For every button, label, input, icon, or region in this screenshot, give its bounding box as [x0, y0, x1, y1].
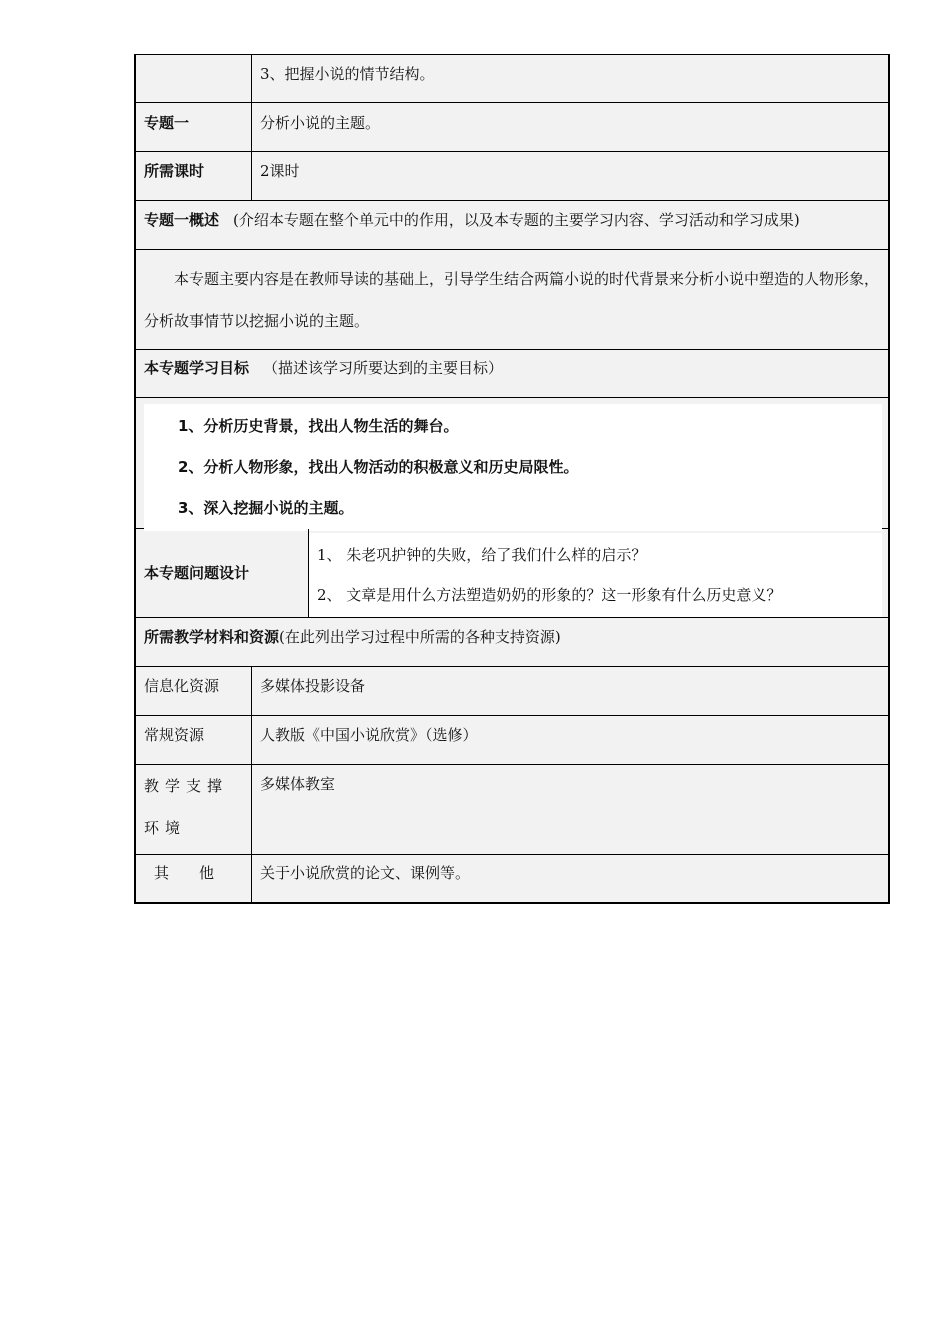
overview-header	[136, 201, 888, 249]
goals-list	[136, 398, 888, 528]
lesson-plan-table	[134, 54, 890, 904]
resource-value: 人教版《中国小说欣赏》（选修）	[260, 726, 478, 744]
resource-label: 信息化资源	[136, 667, 252, 715]
table-row	[136, 667, 888, 716]
resource-value: 关于小说欣赏的论文、课例等。	[260, 864, 471, 882]
objective-3-text: 3、把握小说的情节结构。	[260, 65, 435, 83]
resources-note: (在此列出学习过程中所需的各种支持资源)	[279, 628, 561, 646]
table-row	[136, 250, 888, 350]
table-row	[136, 103, 888, 152]
goals-box	[144, 404, 882, 531]
table-row	[136, 618, 888, 667]
overview-text: 本专题主要内容是在教师导读的基础上，引导学生结合两篇小说的时代背景来分析小说中塑造的人物形象，分析故事情节以挖掘小说的主题。	[144, 270, 880, 330]
goal-item: 2、分析人物形象，找出人物活动的积极意义和历史局限性。	[178, 458, 579, 476]
topic-label: 专题一	[136, 103, 252, 151]
resource-label: 其 他	[136, 855, 252, 902]
table-row	[136, 398, 888, 529]
resource-value: 多媒体教室	[260, 775, 336, 793]
table-row	[136, 201, 888, 250]
table-row	[136, 55, 888, 103]
goals-header	[136, 350, 888, 397]
question-item: 1、 朱老巩护钟的失败，给了我们什么样的启示？	[317, 546, 647, 564]
questions-label: 本专题问题设计	[136, 529, 309, 617]
table-row	[136, 350, 888, 398]
table-row	[136, 152, 888, 201]
resources-label: 所需教学材料和资源	[144, 628, 280, 646]
goal-item: 1、分析历史背景，找出人物生活的舞台。	[178, 417, 459, 435]
empty-label-cell	[136, 55, 252, 102]
hours-value: 2课时	[260, 162, 300, 180]
topic-value: 分析小说的主题。	[260, 114, 381, 132]
overview-note: (介绍本专题在整个单元中的作用，以及本专题的主要学习内容、学习活动和学习成果)	[233, 211, 800, 229]
questions-list	[309, 529, 888, 617]
resources-header	[136, 618, 888, 666]
table-row	[136, 716, 888, 765]
table-row	[136, 765, 888, 855]
goal-item: 3、深入挖掘小说的主题。	[178, 499, 354, 517]
goals-note: （描述该学习所要达到的主要目标）	[263, 359, 504, 377]
overview-label: 专题一概述	[144, 211, 220, 229]
hours-label: 所需课时	[136, 152, 252, 200]
resource-value: 多媒体投影设备	[260, 677, 366, 695]
table-row	[136, 529, 888, 618]
questions-box	[309, 533, 882, 617]
goals-label: 本专题学习目标	[144, 359, 250, 377]
question-item: 2、 文章是用什么方法塑造奶奶的形象的？这一形象有什么历史意义？	[317, 586, 782, 604]
table-row	[136, 855, 888, 902]
resource-label: 常规资源	[136, 716, 252, 764]
resource-label: 教学支撑环境	[136, 765, 252, 854]
